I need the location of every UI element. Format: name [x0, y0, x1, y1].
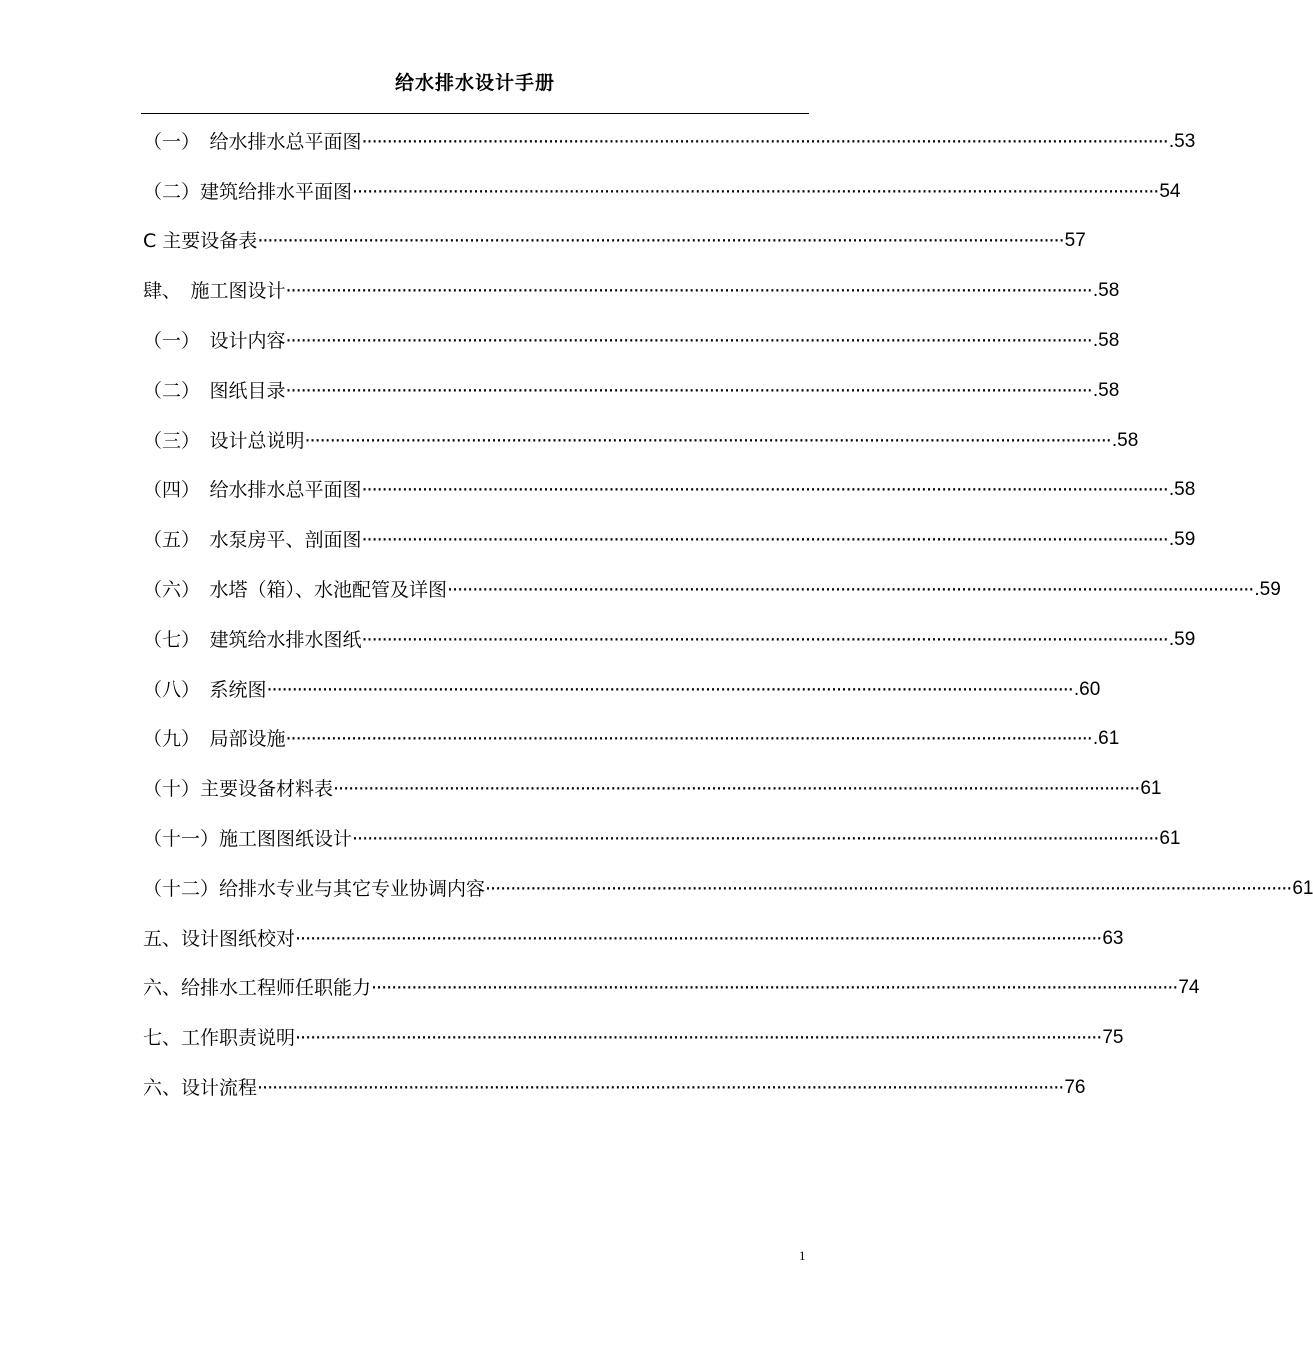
toc-entry-page: .61: [1092, 728, 1120, 750]
toc-dot-leader: ································································································································································: [266, 678, 1073, 701]
toc-dot-leader: ································································································································································: [361, 628, 1168, 651]
toc-dot-leader: ································································································································································: [352, 828, 1159, 851]
toc-entry-label: 六、设计流程: [143, 1077, 258, 1100]
toc-dot-leader: ································································································································································: [371, 977, 1178, 1000]
toc-entry-page: .58: [1092, 280, 1120, 302]
toc-entry-page: .58: [1092, 330, 1120, 352]
toc-dot-leader: ································································································································································: [285, 728, 1092, 751]
toc-entry[interactable]: [143, 914, 1124, 964]
toc-dot-leader: ································································································································································: [257, 1077, 1064, 1100]
toc-dot-leader: ································································································································································: [485, 877, 1292, 900]
toc-entry[interactable]: [143, 416, 1139, 466]
toc-entry-label: （五） 水泵房平、剖面图: [143, 529, 362, 552]
toc-dot-leader: ································································································································································: [257, 230, 1064, 253]
toc-entry[interactable]: [143, 665, 1101, 715]
toc-entry-label: 五、设计图纸校对: [143, 927, 296, 950]
toc-entry[interactable]: [143, 814, 1181, 864]
toc-dot-leader: ································································································································································: [361, 529, 1168, 552]
toc-entry-label: C 主要设备表: [143, 230, 258, 253]
toc-entry-page: 75: [1102, 1027, 1124, 1049]
toc-entry-label: （九） 局部设施: [143, 728, 286, 751]
toc-entry-page: .53: [1168, 130, 1196, 152]
toc-entry[interactable]: [143, 466, 1196, 516]
toc-entry-page: 76: [1064, 1077, 1086, 1099]
toc-dot-leader: ································································································································································: [447, 579, 1254, 602]
toc-dot-leader: ································································································································································: [361, 479, 1168, 502]
header-divider: [141, 113, 809, 114]
toc-entry[interactable]: [143, 1013, 1124, 1063]
toc-entry[interactable]: [143, 715, 1120, 765]
toc-entry-label: （十一）施工图图纸设计: [143, 828, 353, 851]
toc-entry-label: （七） 建筑给水排水图纸: [143, 628, 362, 651]
toc-entry-label: （八） 系统图: [143, 678, 267, 701]
document-header-title: 给水排水设计手册: [394, 72, 555, 94]
toc-entry-page: .59: [1254, 579, 1281, 601]
toc-entry[interactable]: [143, 217, 1086, 267]
toc-dot-leader: ································································································································································: [295, 927, 1102, 950]
toc-entry-page: 61: [1159, 828, 1181, 850]
toc-entry[interactable]: [143, 565, 1281, 615]
toc-entry[interactable]: [143, 266, 1120, 316]
toc-entry[interactable]: [143, 167, 1181, 217]
toc-dot-leader: ································································································································································: [285, 330, 1092, 353]
toc-entry-label: （六） 水塔（箱）、水池配管及详图: [143, 579, 448, 602]
toc-entry-page: 61: [1140, 778, 1162, 800]
toc-entry-label: （一） 设计内容: [143, 330, 286, 353]
toc-entry[interactable]: [143, 964, 1200, 1014]
toc-entry-label: （十二）给排水专业与其它专业协调内容: [143, 877, 486, 900]
toc-entry-label: 七、工作职责说明: [143, 1027, 296, 1050]
toc-entry[interactable]: [143, 1063, 1086, 1113]
toc-entry[interactable]: [143, 515, 1196, 565]
toc-entry[interactable]: [143, 864, 1313, 914]
toc-entry-page: .59: [1168, 529, 1196, 551]
toc-entry-page: 63: [1102, 927, 1124, 949]
table-of-contents: [143, 117, 1313, 1113]
toc-dot-leader: ································································································································································: [285, 280, 1092, 303]
toc-entry-page: .58: [1168, 479, 1196, 501]
toc-entry-page: .60: [1073, 678, 1101, 700]
page-number: 1: [799, 1248, 806, 1263]
toc-entry[interactable]: [143, 366, 1120, 416]
toc-entry-label: （二）建筑给排水平面图: [143, 180, 353, 203]
toc-entry[interactable]: [143, 764, 1162, 814]
toc-dot-leader: ································································································································································: [295, 1027, 1102, 1050]
toc-dot-leader: ································································································································································: [333, 778, 1140, 801]
toc-dot-leader: ································································································································································: [304, 429, 1111, 452]
toc-entry-page: .59: [1168, 628, 1196, 650]
toc-entry[interactable]: [143, 615, 1196, 665]
toc-entry-label: （四） 给水排水总平面图: [143, 479, 362, 502]
toc-entry-label: 六、给排水工程师任职能力: [143, 977, 372, 1000]
toc-entry-page: 54: [1159, 180, 1181, 202]
toc-entry-label: （二） 图纸目录: [143, 379, 286, 402]
toc-dot-leader: ································································································································································: [361, 130, 1168, 153]
toc-dot-leader: ································································································································································: [352, 180, 1159, 203]
toc-entry-label: （三） 设计总说明: [143, 429, 305, 452]
toc-dot-leader: ································································································································································: [285, 379, 1092, 402]
toc-entry-label: 肆、 施工图设计: [143, 280, 286, 303]
toc-entry-label: （十）主要设备材料表: [143, 778, 334, 801]
toc-entry-page: 57: [1064, 230, 1086, 252]
toc-entry[interactable]: [143, 316, 1120, 366]
toc-entry-page: .58: [1111, 429, 1139, 451]
toc-entry[interactable]: [143, 117, 1196, 167]
toc-entry-label: （一） 给水排水总平面图: [143, 130, 362, 153]
toc-entry-page: 61: [1292, 877, 1313, 899]
toc-entry-page: .58: [1092, 379, 1120, 401]
toc-entry-page: 74: [1178, 977, 1200, 999]
